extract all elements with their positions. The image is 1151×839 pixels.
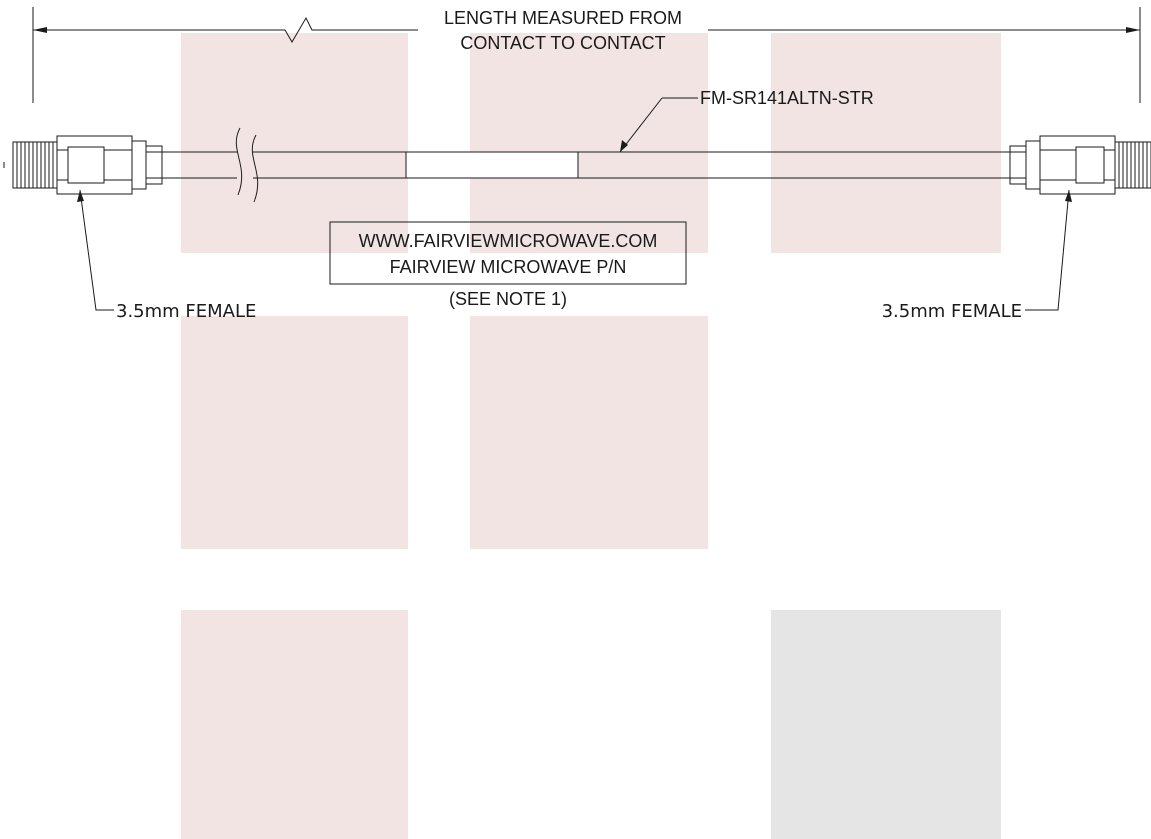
dimension-arrow-left-icon xyxy=(33,27,47,33)
right-connector-label: 3.5mm FEMALE xyxy=(881,301,1022,322)
background-blocks xyxy=(181,33,1001,839)
left-connector-label: 3.5mm FEMALE xyxy=(116,301,257,322)
bg-block-pink-2 xyxy=(470,33,708,253)
bg-block-pink-5 xyxy=(470,316,708,549)
bg-block-pink-4 xyxy=(181,316,408,549)
bg-block-gray xyxy=(771,610,1001,839)
length-label-line1: LENGTH MEASURED FROM xyxy=(443,8,683,28)
marking-label-line1: WWW.FAIRVIEWMICROWAVE.COM xyxy=(358,231,658,251)
left-callout-leader xyxy=(80,190,114,310)
right-connector xyxy=(1010,136,1151,194)
left-connector-thread xyxy=(13,142,57,188)
bg-block-pink-1 xyxy=(181,33,408,253)
see-note-label: (SEE NOTE 1) xyxy=(448,289,568,309)
bg-block-pink-3 xyxy=(771,33,1001,253)
left-connector-ring-1 xyxy=(132,141,146,189)
cable-label-sleeve xyxy=(406,152,578,178)
marking-label-box xyxy=(330,222,686,309)
left-connector xyxy=(4,136,162,194)
marking-label-line2: FAIRVIEW MICROWAVE P/N xyxy=(389,257,627,277)
length-label-line2: CONTACT TO CONTACT xyxy=(460,33,666,53)
bg-block-pink-6 xyxy=(181,610,408,839)
right-callout-leader xyxy=(1025,190,1069,310)
part-number-label: FM-SR141ALTN-STR xyxy=(700,88,874,108)
right-connector-thread xyxy=(1115,142,1151,188)
right-connector-ring-1 xyxy=(1026,141,1040,189)
dimension-arrow-right-icon xyxy=(1126,27,1140,33)
